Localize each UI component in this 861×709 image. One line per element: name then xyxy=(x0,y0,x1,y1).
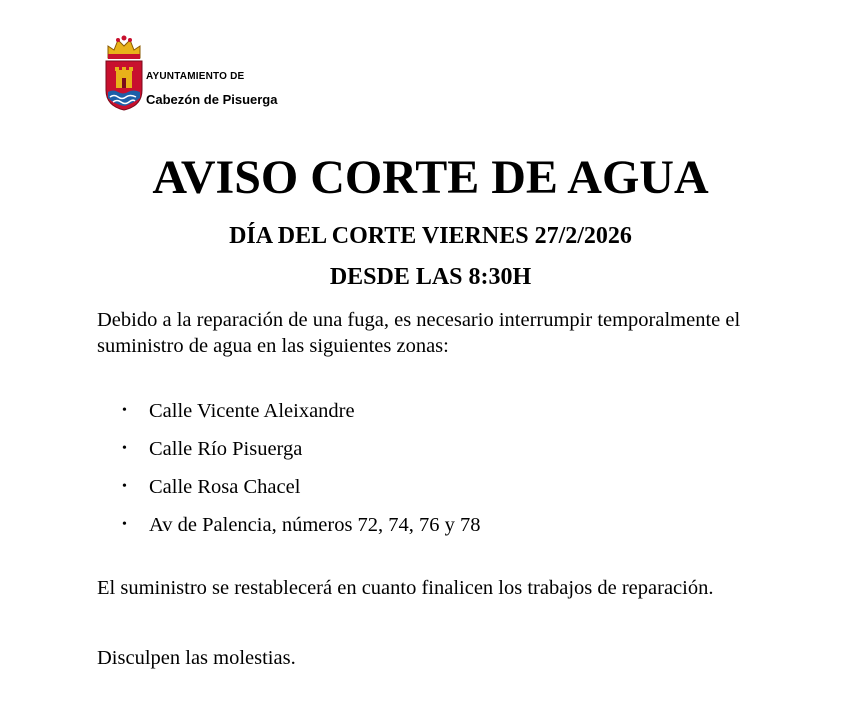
org-name-line1: AYUNTAMIENTO DE xyxy=(146,71,245,82)
cut-date-line: DÍA DEL CORTE VIERNES 27/2/2026 xyxy=(229,223,632,249)
org-name-line2: Cabezón de Pisuerga xyxy=(146,92,278,107)
coat-of-arms-icon xyxy=(102,32,146,112)
bullet-icon: • xyxy=(122,441,127,456)
zone-label: Calle Rosa Chacel xyxy=(149,476,301,498)
bullet-icon: • xyxy=(122,517,127,532)
zone-label: Av de Palencia, números 72, 74, 76 y 78 xyxy=(149,514,481,536)
zone-label: Calle Vicente Aleixandre xyxy=(149,400,355,422)
zone-label: Calle Río Pisuerga xyxy=(149,438,303,460)
bullet-icon: • xyxy=(122,403,127,418)
restore-paragraph: El suministro se restablecerá en cuanto finalicen los trabajos de reparación. xyxy=(97,577,714,599)
apology-paragraph: Disculpen las molestias. xyxy=(97,647,296,669)
intro-paragraph: Debido a la reparación de una fuga, es necesario interrumpir temporalmente el suministro de agua en las siguientes zonas: xyxy=(97,309,741,357)
bullet-icon: • xyxy=(122,479,127,494)
cut-time-line: DESDE LAS 8:30H xyxy=(329,264,532,290)
notice-title: AVISO CORTE DE AGUA xyxy=(152,151,709,204)
municipal-logo xyxy=(100,30,320,114)
